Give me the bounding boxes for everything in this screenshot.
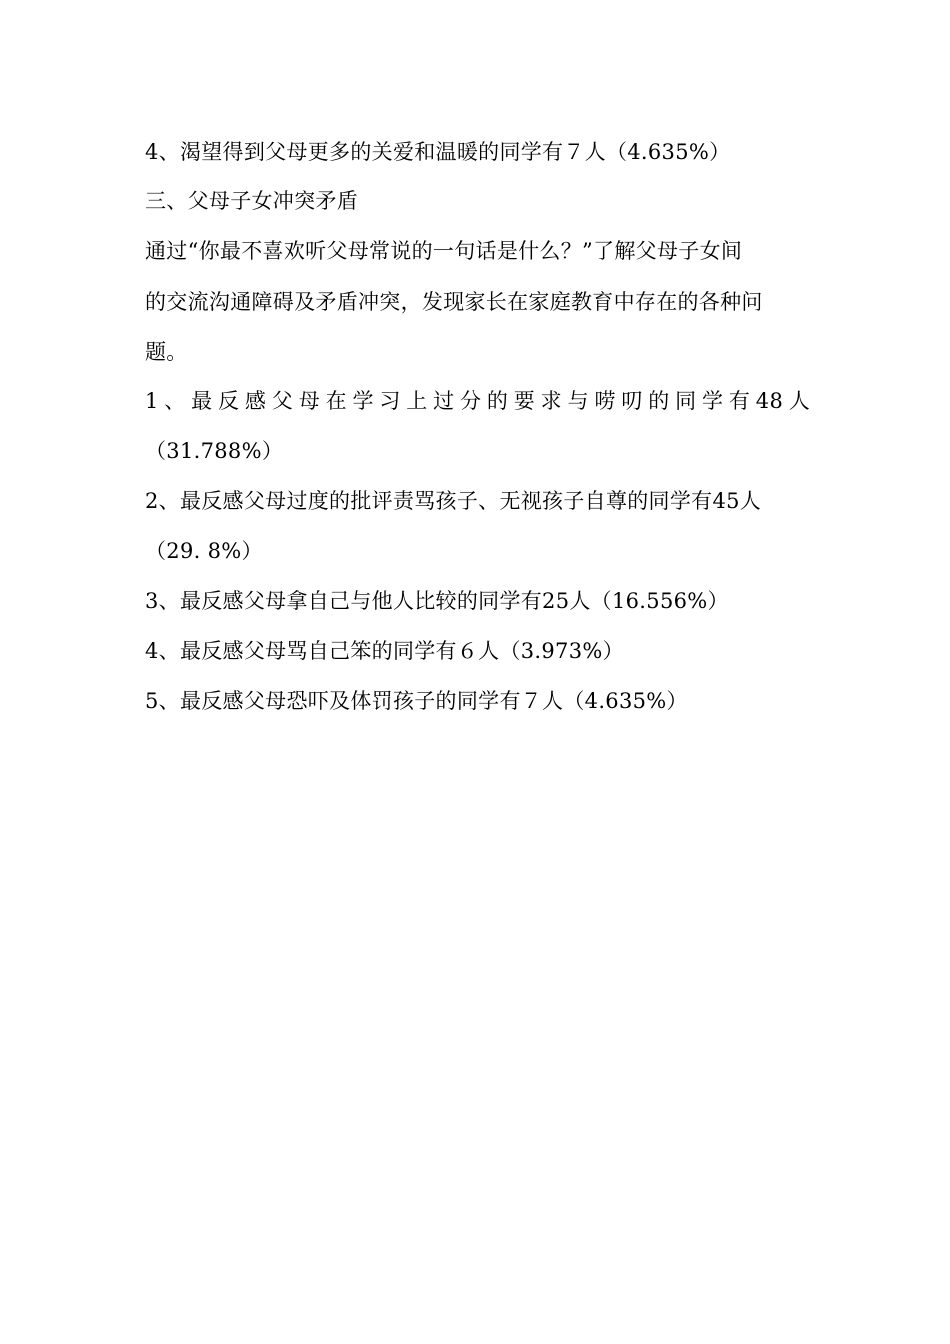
- item-4-called-stupid: 4、最反感父母骂自己笨的同学有６人（3.973%）: [145, 639, 624, 663]
- paragraph-line-1: 通过“你最不喜欢听父母常说的一句话是什么？”了解父母子女间: [145, 239, 743, 263]
- item-5-threats-punishment: 5、最反感父母恐吓及体罚孩子的同学有７人（4.635%）: [145, 689, 688, 713]
- item-1-text: 1、最反感父母在学习上过分的要求与唠叨的同学有48人: [145, 389, 810, 413]
- item-2-percent: （29. 8%）: [145, 539, 263, 563]
- paragraph-line-2: 的交流沟通障碍及矛盾冲突，发现家长在家庭教育中存在的各种问: [145, 290, 763, 314]
- item-1-study-nagging: [145, 386, 810, 416]
- paragraph-line-3: 题。: [145, 340, 188, 364]
- item-2-criticism: 2、最反感父母过度的批评责骂孩子、无视孩子自尊的同学有45人: [145, 489, 762, 513]
- section-heading-conflict: 三、父母子女冲突矛盾: [145, 189, 358, 213]
- item-4-desire-care: 4、渴望得到父母更多的关爱和温暖的同学有７人（4.635%）: [145, 140, 731, 164]
- item-3-comparison: 3、最反感父母拿自己与他人比较的同学有25人（16.556%）: [145, 589, 729, 613]
- item-1-percent: （31.788%）: [145, 439, 284, 463]
